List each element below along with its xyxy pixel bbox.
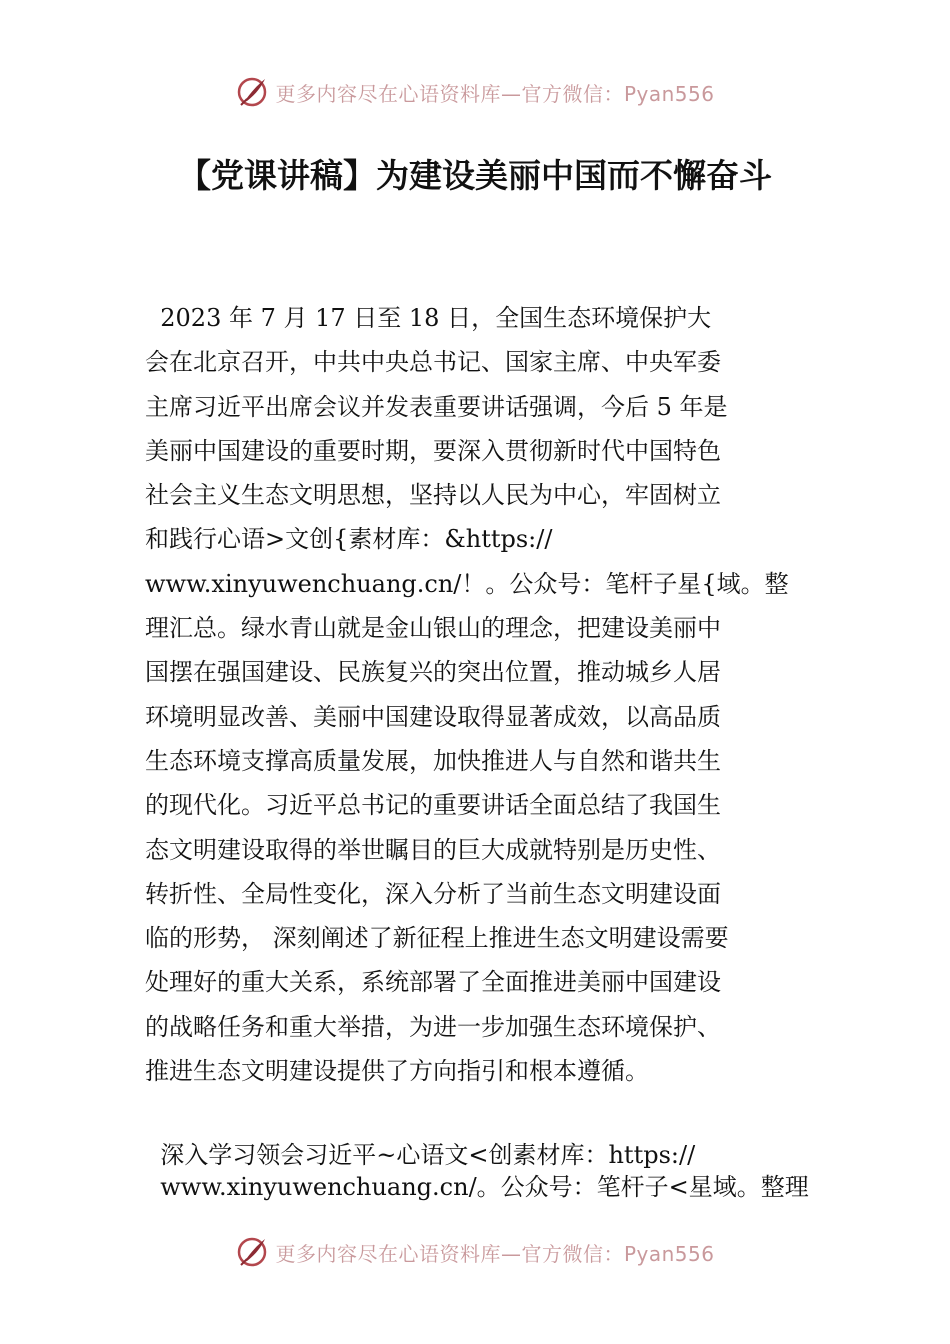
paragraph-line: 国摆在强国建设、民族复兴的突出位置，推动城乡人居 bbox=[145, 658, 721, 687]
paragraph-line: 的战略任务和重大举措，为进一步加强生态环境保护、 bbox=[145, 1012, 721, 1041]
paragraph-line: 主席习近平出席会议并发表重要讲话强调，今后 5 年是 bbox=[145, 392, 728, 421]
paragraph-line: 理汇总。绿水青山就是金山银山的理念，把建设美丽中 bbox=[145, 614, 721, 643]
paragraph-line: www.xinyuwenchuang.cn/！。公众号：笔杆子星{域。整 bbox=[145, 569, 789, 598]
paragraph-line: 态文明建设取得的举世瞩目的巨大成就特别是历史性、 bbox=[145, 835, 721, 864]
paragraph-line: 生态环境支撑高质量发展，加快推进人与自然和谐共生 bbox=[145, 746, 721, 775]
paragraph-line: 处理好的重大关系，系统部署了全面推进美丽中国建设 bbox=[145, 968, 721, 997]
paragraph-line: 临的形势， 深刻阐述了新征程上推进生态文明建设需要 bbox=[145, 924, 729, 953]
document-title: 【党课讲稿】为建设美丽中国而不懈奋斗 bbox=[178, 156, 772, 195]
paragraph-line: 的现代化。习近平总书记的重要讲话全面总结了我国生 bbox=[145, 791, 721, 820]
paragraph-line: 会在北京召开，中共中央总书记、国家主席、中央军委 bbox=[145, 348, 721, 377]
footer-banner-text: 更多内容尽在心语资料库—官方微信：Pyan556 bbox=[275, 1241, 715, 1266]
paragraph-line: 深入学习领会习近平~心语文<创素材库：https:// bbox=[145, 1141, 696, 1169]
paragraph-line: 美丽中国建设的重要时期，要深入贯彻新时代中国特色 bbox=[145, 436, 721, 465]
paragraph-line: 和践行心语>文创{素材库：&https:// bbox=[145, 525, 553, 554]
body-paragraph-2 bbox=[145, 1140, 813, 1204]
paragraph-line: 转折性、全局性变化，深入分析了当前生态文明建设面 bbox=[145, 879, 721, 908]
paragraph-line: 环境明显改善、美丽中国建设取得显著成效，以高品质 bbox=[145, 702, 721, 731]
footer-banner bbox=[0, 1230, 950, 1274]
header-banner bbox=[0, 70, 950, 114]
body-paragraph-1 bbox=[145, 296, 813, 1093]
quill-logo-icon bbox=[235, 1235, 269, 1269]
paragraph-line: 社会主义生态文明思想，坚持以人民为中心，牢固树立 bbox=[145, 481, 721, 510]
paragraph-line: www.xinyuwenchuang.cn/。公众号：笔杆子<星域。整理 bbox=[145, 1173, 809, 1201]
quill-logo-icon bbox=[235, 75, 269, 109]
header-banner-text: 更多内容尽在心语资料库—官方微信：Pyan556 bbox=[275, 81, 715, 106]
paragraph-line: 2023 年 7 月 17 日至 18 日，全国生态环境保护大 bbox=[145, 304, 712, 332]
paragraph-line: 推进生态文明建设提供了方向指引和根本遵循。 bbox=[145, 1057, 649, 1086]
